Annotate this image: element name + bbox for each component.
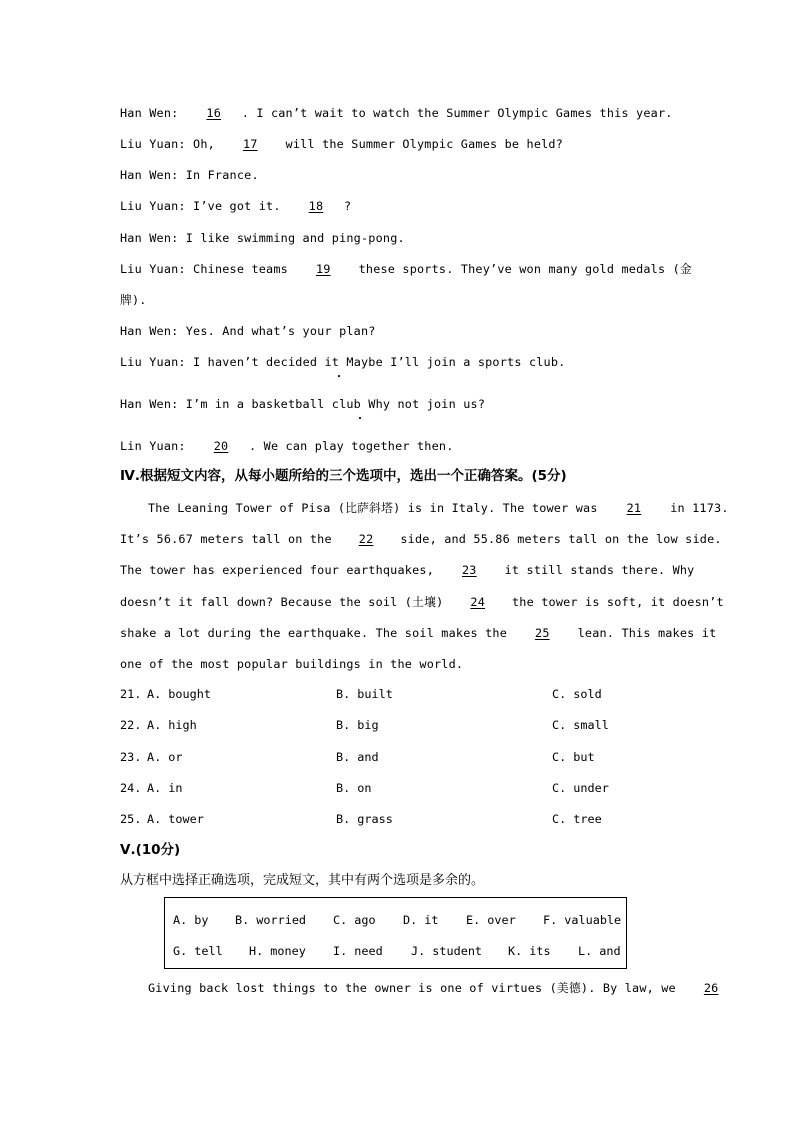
speaker: Lin Yuan:	[120, 439, 186, 453]
word-option: F. valuable	[543, 913, 622, 927]
speaker: Han Wen:	[120, 397, 179, 411]
option-b[interactable]: B. built	[336, 687, 393, 701]
blank-18: 18	[308, 199, 324, 213]
section-5-title: Ⅴ.(10分)	[120, 842, 181, 858]
speaker: Han Wen:	[120, 106, 179, 120]
dialogue-line-8: Liu Yuan: I haven’t decided it Maybe I’ll join a sports club.	[120, 355, 566, 369]
option-b[interactable]: B. grass	[336, 812, 393, 826]
dialogue-line-6: Liu Yuan: Chinese teams 19 these sports. They’ve won many gold medals (金	[120, 262, 692, 276]
word-option: I. need	[333, 944, 383, 958]
option-a[interactable]: A. in	[147, 781, 183, 795]
dialogue-line-2: Liu Yuan: Oh, 17 will the Summer Olympic Games be held?	[120, 137, 564, 151]
passage-line-1: The Leaning Tower of Pisa (比萨斜塔) is in Italy. The tower was 21 in 1173.	[148, 501, 729, 515]
blank-24: 24	[470, 595, 485, 609]
stray-dot	[338, 375, 340, 377]
option-a[interactable]: A. tower	[147, 812, 204, 826]
word-option: B. worried	[235, 913, 307, 927]
speaker: Liu Yuan:	[120, 355, 186, 369]
word-option: G. tell	[173, 944, 223, 958]
dialogue-line-7: Han Wen: Yes. And what’s your plan?	[120, 324, 376, 338]
option-c[interactable]: C. under	[552, 781, 609, 795]
blank-16: 16	[206, 106, 222, 120]
word-option: H. money	[249, 944, 306, 958]
section-5-passage-line-1: Giving back lost things to the owner is one of virtues (美德). By law, we 26	[148, 980, 739, 996]
dialogue-line-10: Lin Yuan: 20 . We can play together then.	[120, 439, 454, 453]
option-b[interactable]: B. and	[336, 750, 379, 764]
word-option: C. ago	[333, 913, 376, 927]
passage-line-3: The tower has experienced four earthquakes, 23 it still stands there. Why	[120, 563, 695, 577]
blank-25: 25	[535, 626, 550, 640]
option-b[interactable]: B. on	[336, 781, 372, 795]
word-option: K. its	[508, 944, 551, 958]
speaker: Liu Yuan:	[120, 262, 186, 276]
option-a[interactable]: A. or	[147, 750, 183, 764]
blank-19: 19	[315, 262, 331, 276]
option-c[interactable]: C. sold	[552, 687, 602, 701]
option-c[interactable]: C. but	[552, 750, 595, 764]
dialogue-line-4: Liu Yuan: I’ve got it. 18 ?	[120, 199, 352, 213]
speaker: Han Wen:	[120, 168, 179, 182]
blank-23: 23	[462, 563, 477, 577]
word-bank-box	[164, 897, 627, 969]
option-b[interactable]: B. big	[336, 718, 379, 732]
dialogue-line-1: Han Wen: 16 . I can’t wait to watch the Summer Olympic Games this year.	[120, 106, 673, 120]
option-c[interactable]: C. tree	[552, 812, 602, 826]
word-option: L. and	[578, 944, 621, 958]
section-5-instruction: 从方框中选择正确选项，完成短文，其中有两个选项是多余的。	[120, 873, 485, 888]
option-c[interactable]: C. small	[552, 718, 609, 732]
blank-20: 20	[213, 439, 229, 453]
blank-17: 17	[242, 137, 258, 151]
section-4-title: Ⅳ.根据短文内容，从每小题所给的三个选项中，选出一个正确答案。(5分)	[120, 468, 567, 484]
dialogue-line-9: Han Wen: I’m in a basketball club Why not join us?	[120, 397, 486, 411]
blank-22: 22	[358, 532, 374, 546]
word-option: A. by	[173, 913, 209, 927]
word-option: E. over	[466, 913, 516, 927]
passage-line-5: shake a lot during the earthquake. The soil makes the 25 lean. This makes it	[120, 626, 717, 640]
blank-21: 21	[626, 501, 642, 515]
passage-line-2: It’s 56.67 meters tall on the 22 side, and 55.86 meters tall on the low side.	[120, 532, 722, 546]
dialogue-line-3: Han Wen: In France.	[120, 168, 259, 182]
word-option: D. it	[403, 913, 439, 927]
passage-line-6: one of the most popular buildings in the world.	[120, 657, 464, 671]
speaker: Han Wen:	[120, 231, 179, 245]
speaker: Han Wen:	[120, 324, 179, 338]
passage-line-4: doesn’t it fall down? Because the soil (土壤) 24 the tower is soft, it doesn’t	[120, 595, 724, 609]
dialogue-line-5: Han Wen: I like swimming and ping-pong.	[120, 231, 405, 245]
blank-26: 26	[703, 981, 719, 995]
word-option: J. student	[411, 944, 483, 958]
option-a[interactable]: A. high	[147, 718, 197, 732]
speaker: Liu Yuan:	[120, 199, 186, 213]
dialogue-line-6b: 牌).	[120, 293, 147, 307]
option-a[interactable]: A. bought	[147, 687, 211, 701]
stray-dot	[359, 417, 361, 419]
speaker: Liu Yuan:	[120, 137, 186, 151]
